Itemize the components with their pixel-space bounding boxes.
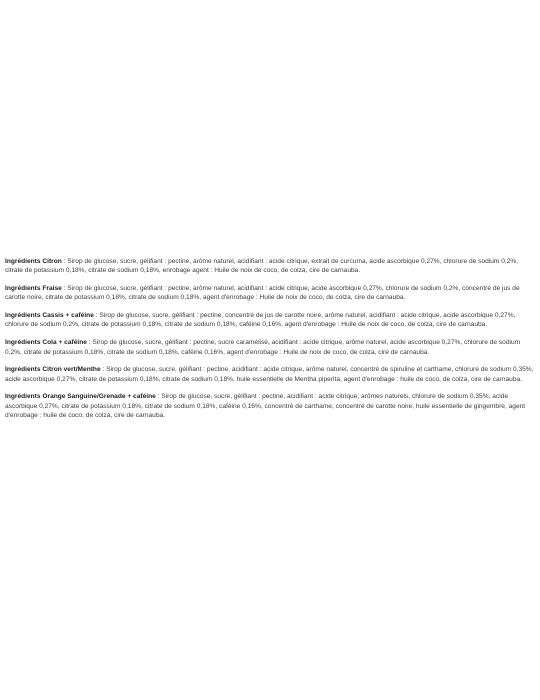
ingredient-title: Ingrédients Citron [5, 258, 62, 265]
ingredient-block-cassis-cafeine [5, 311, 535, 330]
ingredient-block-orange-sanguine-grenade-cafeine [5, 392, 535, 420]
ingredient-text: : Sirop de glucose, sucre, gélifiant : pectine, sucre caramélisé, acidifiant : acide citrique, arôme naturel, acide ascorbique 0,27%, chlorure de sodium 0,2%, citrate de potassium 0,18%, citrate de sodium 0,18%, caféine 0,16%, agent d'enrobage : Huile de noix de coco, de colza, cire de carnauba. [5, 339, 521, 356]
ingredient-title: Ingrédients Orange Sanguine/Grenade + caféine [5, 393, 156, 401]
ingredient-block-cola-cafeine [5, 338, 535, 357]
ingredient-text: : Sirop de glucose, sucre, gélifiant : pectine, acidifiant : acide citrique, arôme naturel, concentré de spiruline et carthame, chlorure de sodium 0,35%, acide ascorbique 0,27%, citrate de potassium 0,18%, citrate de sodium 0,18%, huile essentielle de Mentha piperita, agent d'enrobage : huile de coco, de colza, cire de carnauba. [5, 366, 534, 383]
ingredient-text: : Sirop de glucose, sucre, gélifiant : pectine, acidifiant : acide citrique, arômes naturels, chlorure de sodium 0,35%, acide ascorbique 0,27%, citrate de potassium 0,18%, citrate de sodium 0,18%, caféine 0,16%, concentré de carthame, concentré de carotte noire, huile essentielle de gingembre, agent d'enrobage : huile de coco, de colza, cire de carnauba. [5, 393, 526, 420]
ingredient-text: : Sirop de glucose, sucre, gélifiant : pectine, arôme naturel, acidifiant : acide citrique, extrait de curcuma, acide ascorbique 0,27%, chlorure de sodium 0,2%, citrate de potassium 0,18%, citrate de sodium 0,18%, enrobage agent : Huile de noix de coco, de colza, cire de carnauba. [5, 258, 519, 275]
ingredient-text: : Sirop de glucose, sucre, gélifiant : pectine, arôme naturel, acidifiant : acide citrique, acide ascorbique 0,27%, chlorure de sodium 0,2%, concentré de jus de carotte noire, citrate de potassium 0,18%, citrate de sodium 0,18%, agent d'enrobage : Huile de noix de coco, de colza, cire de carnauba. [5, 285, 520, 302]
ingredients-list [5, 257, 535, 429]
ingredient-block-citron-vert-menthe [5, 365, 535, 384]
ingredient-text: : Sirop de glucose, sucre, gélifiant : pectine, concentré de jus de carotte noire, arôme naturel, acidifiant : acide citrique, acide ascorbique 0,27%, chlorure de sodium 0,2%, citrate de potassium 0,18%, citrate de sodium 0,18%, caféine 0,16%, agent d'enrobage : Huile de noix de coco, de colza, cire de carnauba. [5, 312, 516, 329]
ingredient-title: Ingrédients Citron vert/Menthe [5, 366, 101, 374]
ingredient-title: Ingrédients Fraise [5, 285, 62, 293]
ingredient-title: Ingrédients Cola + caféine [5, 339, 87, 347]
ingredient-block-fraise [5, 284, 535, 303]
ingredient-title: Ingrédients Cassis + caféine [5, 312, 94, 320]
ingredient-block-citron [5, 257, 535, 276]
